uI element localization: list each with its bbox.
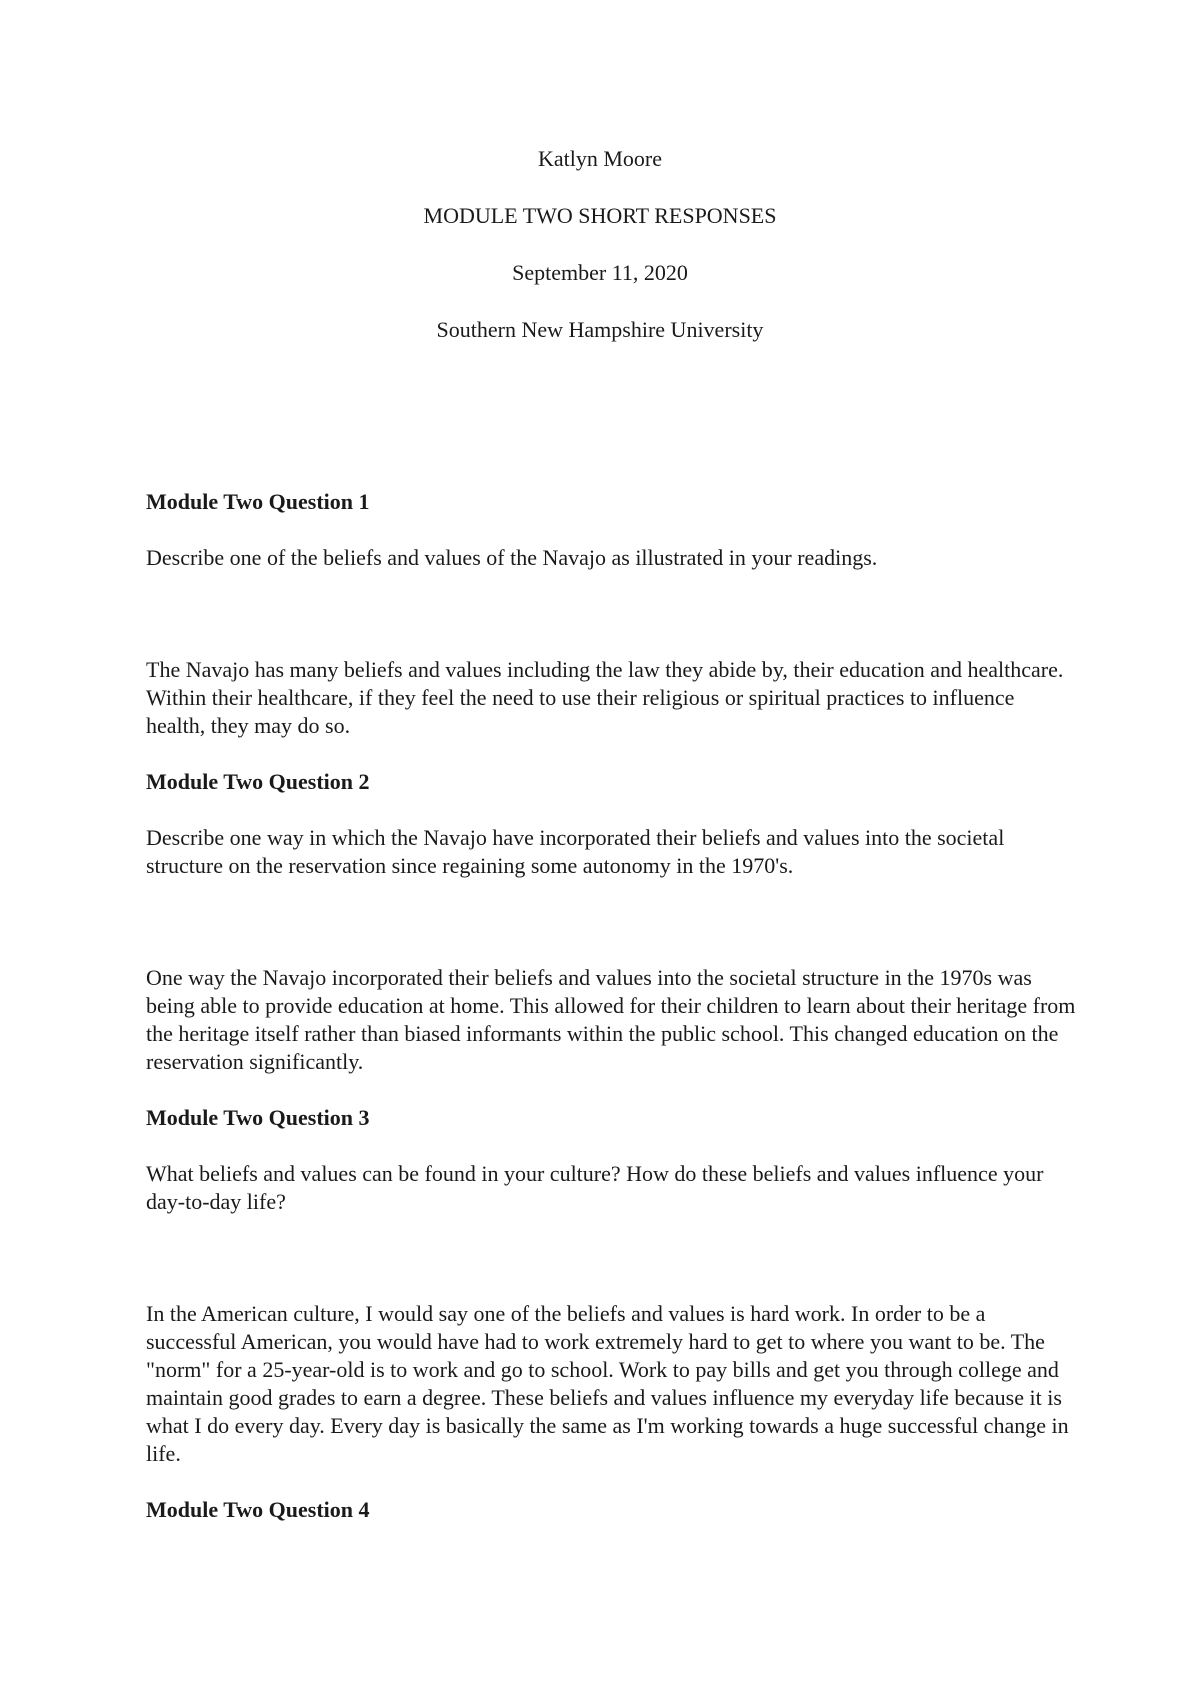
question-heading: Module Two Question 1 xyxy=(146,489,370,514)
question-prompt: Describe one of the beliefs and values of the Navajo as illustrated in your readings. xyxy=(146,545,878,570)
question-heading: Module Two Question 4 xyxy=(146,1497,370,1522)
question-prompt: Describe one way in which the Navajo have incorporated their beliefs and values into the societal structure on the reservation since regaining some autonomy in the 1970's. xyxy=(146,825,1005,878)
author-name: Katlyn Moore xyxy=(537,146,663,171)
question-answer: One way the Navajo incorporated their beliefs and values into the societal structure in the 1970s was being able to provide education at home. This allowed for their children to learn about their heritage from the heritage itself rather than biased informants within the public school. This changed education on the reservation significantly. xyxy=(146,965,1076,1074)
title-block xyxy=(0,146,1200,374)
institution-name: Southern New Hampshire University xyxy=(436,317,764,342)
question-2-section xyxy=(146,768,1076,1076)
question-3-section xyxy=(146,1104,1076,1468)
question-answer: The Navajo has many beliefs and values including the law they abide by, their education and healthcare. Within their healthcare, if they feel the need to use their religious or spiritual practices to influence health, they may do so. xyxy=(146,657,1064,738)
question-heading: Module Two Question 3 xyxy=(146,1105,370,1130)
question-answer: In the American culture, I would say one of the beliefs and values is hard work. In order to be a successful American, you would have had to work extremely hard to get to where you want to be. The "norm" for a 25-year-old is to work and go to school. Work to pay bills and get you through college and maintain good grades to earn a degree. These beliefs and values influence my everyday life because it is what I do every day. Every day is basically the same as I'm working towards a huge successful change in life. xyxy=(146,1301,1069,1466)
question-4-section xyxy=(146,1496,1076,1524)
question-prompt: What beliefs and values can be found in your culture? How do these beliefs and values influence your day-to-day life? xyxy=(146,1161,1044,1214)
document-date: September 11, 2020 xyxy=(512,260,688,285)
document-title: MODULE TWO SHORT RESPONSES xyxy=(423,203,777,228)
document-body xyxy=(146,488,1076,1552)
question-1-section xyxy=(146,488,1076,740)
question-heading: Module Two Question 2 xyxy=(146,769,370,794)
